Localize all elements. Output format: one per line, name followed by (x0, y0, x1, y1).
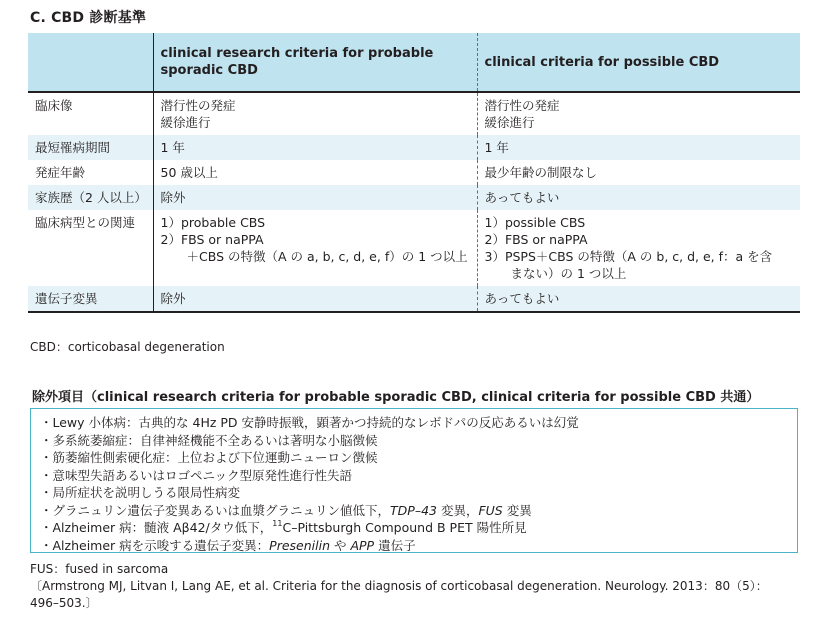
probable-cell: 除外 (153, 185, 477, 210)
cell-line: 潜行性の発症 (484, 98, 560, 113)
cell-line: 潜行性の発症 (160, 98, 236, 113)
list-item (40, 502, 797, 520)
row-label: 臨床病型との関連 (35, 215, 136, 230)
cell-line: 1）possible CBS (484, 215, 586, 230)
item-text: 変異 (502, 502, 532, 518)
possible-cell: あってもよい (477, 286, 800, 312)
item-gene-tdp: TDP–43 (390, 502, 437, 518)
item-text: や (330, 537, 351, 553)
item-gene-fus: FUS (478, 502, 503, 518)
possible-cell: あってもよい (477, 185, 800, 210)
header-possible: clinical criteria for possible CBD (477, 33, 800, 92)
footnote-fus: FUS：fused in sarcoma (30, 562, 169, 576)
reference-line: 〔Armstrong MJ, Litvan I, Lang AE, et al. Criteria for the diagnosis of corticobasal degeneration. Neurology. 2013：80（5）： (30, 579, 768, 593)
references-block (30, 561, 805, 612)
row-label: 最短罹病期間 (28, 135, 153, 160)
cell-line: 1）probable CBS (160, 215, 266, 230)
item-text: 遺伝子 (374, 537, 416, 553)
table-row (28, 286, 800, 312)
row-label: 発症年齢 (35, 165, 86, 180)
table-row (28, 92, 800, 135)
cell-line: 2）FBS or naPPA (484, 232, 588, 247)
list-item: ・Lewy 小体病：古典的な 4Hz PD 安静時振戦，顕著かつ持続的なレボドパの反応あるいは幻覚 (40, 415, 579, 430)
item-gene-app: APP (350, 537, 375, 553)
probable-cell: 1 年 (153, 135, 477, 160)
cell-line: 緩徐進行 (160, 115, 211, 130)
probable-cell: 除外 (153, 286, 477, 312)
possible-cell (477, 92, 800, 135)
list-item: ・局所症状を説明しうる限局性病変 (40, 485, 241, 500)
header-empty (28, 33, 153, 92)
probable-cell: 50 歳以上 (153, 160, 477, 185)
row-label: 家族歴（2 人以上） (28, 185, 153, 210)
reference-line: 496–503.〕 (30, 596, 98, 610)
list-item: ・多系統萎縮症：自律神経機能不全あるいは著明な小脳徴候 (40, 432, 378, 448)
table-row (28, 160, 800, 185)
possible-cell: 最少年齢の制限なし (477, 160, 800, 185)
cell-line: 3）PSPS＋CBS の特徴（A の b, c, d, e, f：a を含 (484, 249, 773, 264)
item-text: ・グラニュリン遺伝子変異あるいは血漿グラニュリン値低下， (40, 502, 391, 518)
section-title: C. CBD 診断基準 (30, 10, 147, 26)
item-text: ・Alzheimer 病を示唆する遺伝子変異： (40, 537, 270, 553)
list-item: ・筋萎縮性側索硬化症：上位および下位運動ニューロン徴候 (40, 450, 378, 465)
cell-line: ＋CBS の特徴（A の a, b, c, d, e, f）の 1 つ以上 (186, 249, 468, 264)
item-gene-presenilin: Presenilin (269, 537, 330, 553)
row-label: 臨床像 (35, 98, 73, 113)
exclusion-heading: 除外項目（clinical research criteria for probable sporadic CBD, clinical criteria for possible CBD 共通） (32, 390, 760, 405)
item-text: C–Pittsburgh Compound B PET 陽性所見 (282, 520, 527, 535)
item-superscript: 11 (272, 519, 283, 528)
table-row (28, 185, 800, 210)
row-label: 遺伝子変異 (28, 286, 153, 312)
list-item (40, 537, 797, 555)
table-row (28, 135, 800, 160)
cell-line: 2）FBS or naPPA (160, 232, 264, 247)
cell-line: まない）の 1 つ以上 (510, 266, 627, 281)
cell-line: 緩徐進行 (484, 115, 535, 130)
table-header-row (28, 33, 800, 92)
possible-cell (477, 210, 800, 286)
exclusion-box (30, 408, 798, 553)
list-item (40, 519, 797, 537)
item-text: 変異， (436, 502, 479, 518)
cbd-criteria-table (28, 33, 800, 313)
probable-cell (153, 210, 477, 286)
item-text: ・Alzheimer 病：髄液 Aβ42/タウ低下， (40, 520, 273, 535)
list-item: ・意味型失語あるいはロゴペニック型原発性進行性失語 (40, 467, 353, 483)
header-probable: clinical research criteria for probable sporadic CBD (153, 33, 477, 92)
possible-cell: 1 年 (477, 135, 800, 160)
probable-cell (153, 92, 477, 135)
table-row (28, 210, 800, 286)
footnote-cbd: CBD：corticobasal degeneration (30, 340, 225, 354)
